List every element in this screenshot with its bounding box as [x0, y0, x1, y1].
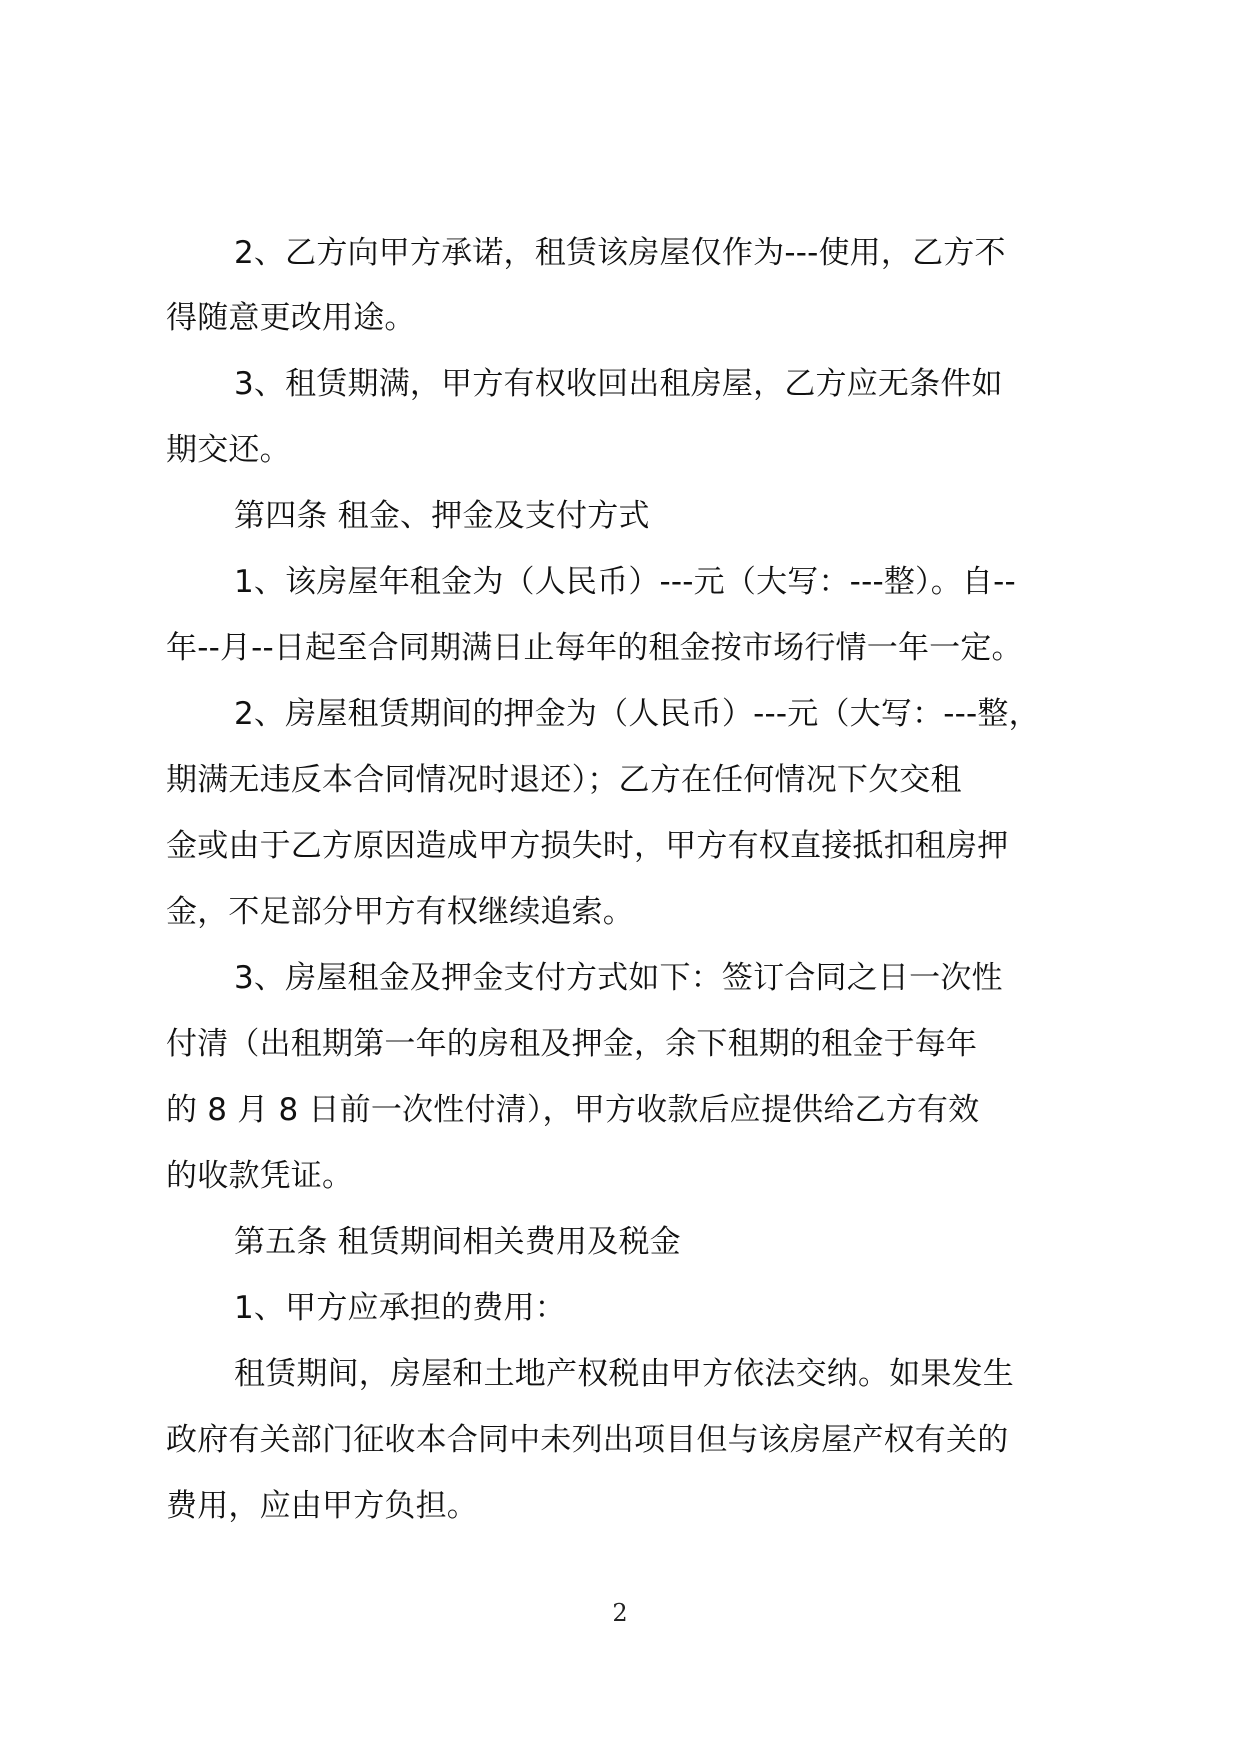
paragraph-line: 3、房屋租金及押金支付方式如下：签订合同之日一次性	[234, 960, 1003, 996]
paragraph-line: 的收款凭证。	[166, 1158, 354, 1194]
paragraph-line: 年--月--日起至合同期满日止每年的租金按市场行情一年一定。	[166, 630, 1023, 666]
paragraph-line: 期满无违反本合同情况时退还）；乙方在任何情况下欠交租	[166, 762, 962, 798]
section-heading: 第五条 租赁期间相关费用及税金	[234, 1224, 681, 1260]
paragraph-line: 得随意更改用途。	[166, 300, 416, 336]
paragraph-line: 2、房屋租赁期间的押金为（人民币）---元（大写：---整，	[234, 696, 1040, 732]
paragraph-line: 金，不足部分甲方有权继续追索。	[166, 894, 634, 930]
paragraph-line: 付清（出租期第一年的房租及押金，余下租期的租金于每年	[166, 1026, 978, 1062]
paragraph-line: 期交还。	[166, 432, 291, 468]
paragraph-line: 金或由于乙方原因造成甲方损失时，甲方有权直接抵扣租房押	[166, 828, 1009, 864]
paragraph-line: 2、乙方向甲方承诺，租赁该房屋仅作为---使用，乙方不	[234, 235, 1006, 271]
paragraph-line: 政府有关部门征收本合同中未列出项目但与该房屋产权有关的	[166, 1422, 1009, 1458]
paragraph-line: 1、该房屋年租金为（人民币）---元（大写：---整）。自--	[234, 564, 1016, 600]
section-heading: 第四条 租金、押金及支付方式	[234, 498, 650, 534]
paragraph-line: 租赁期间，房屋和土地产权税由甲方依法交纳。如果发生	[234, 1356, 1014, 1392]
paragraph-line: 3、租赁期满，甲方有权收回出租房屋，乙方应无条件如	[234, 366, 1003, 402]
page-number: 2	[612, 1599, 628, 1627]
paragraph-line: 费用，应由甲方负担。	[166, 1488, 478, 1524]
paragraph-line: 的 8 月 8 日前一次性付清），甲方收款后应提供给乙方有效	[166, 1092, 980, 1128]
paragraph-line: 1、甲方应承担的费用：	[234, 1290, 566, 1326]
